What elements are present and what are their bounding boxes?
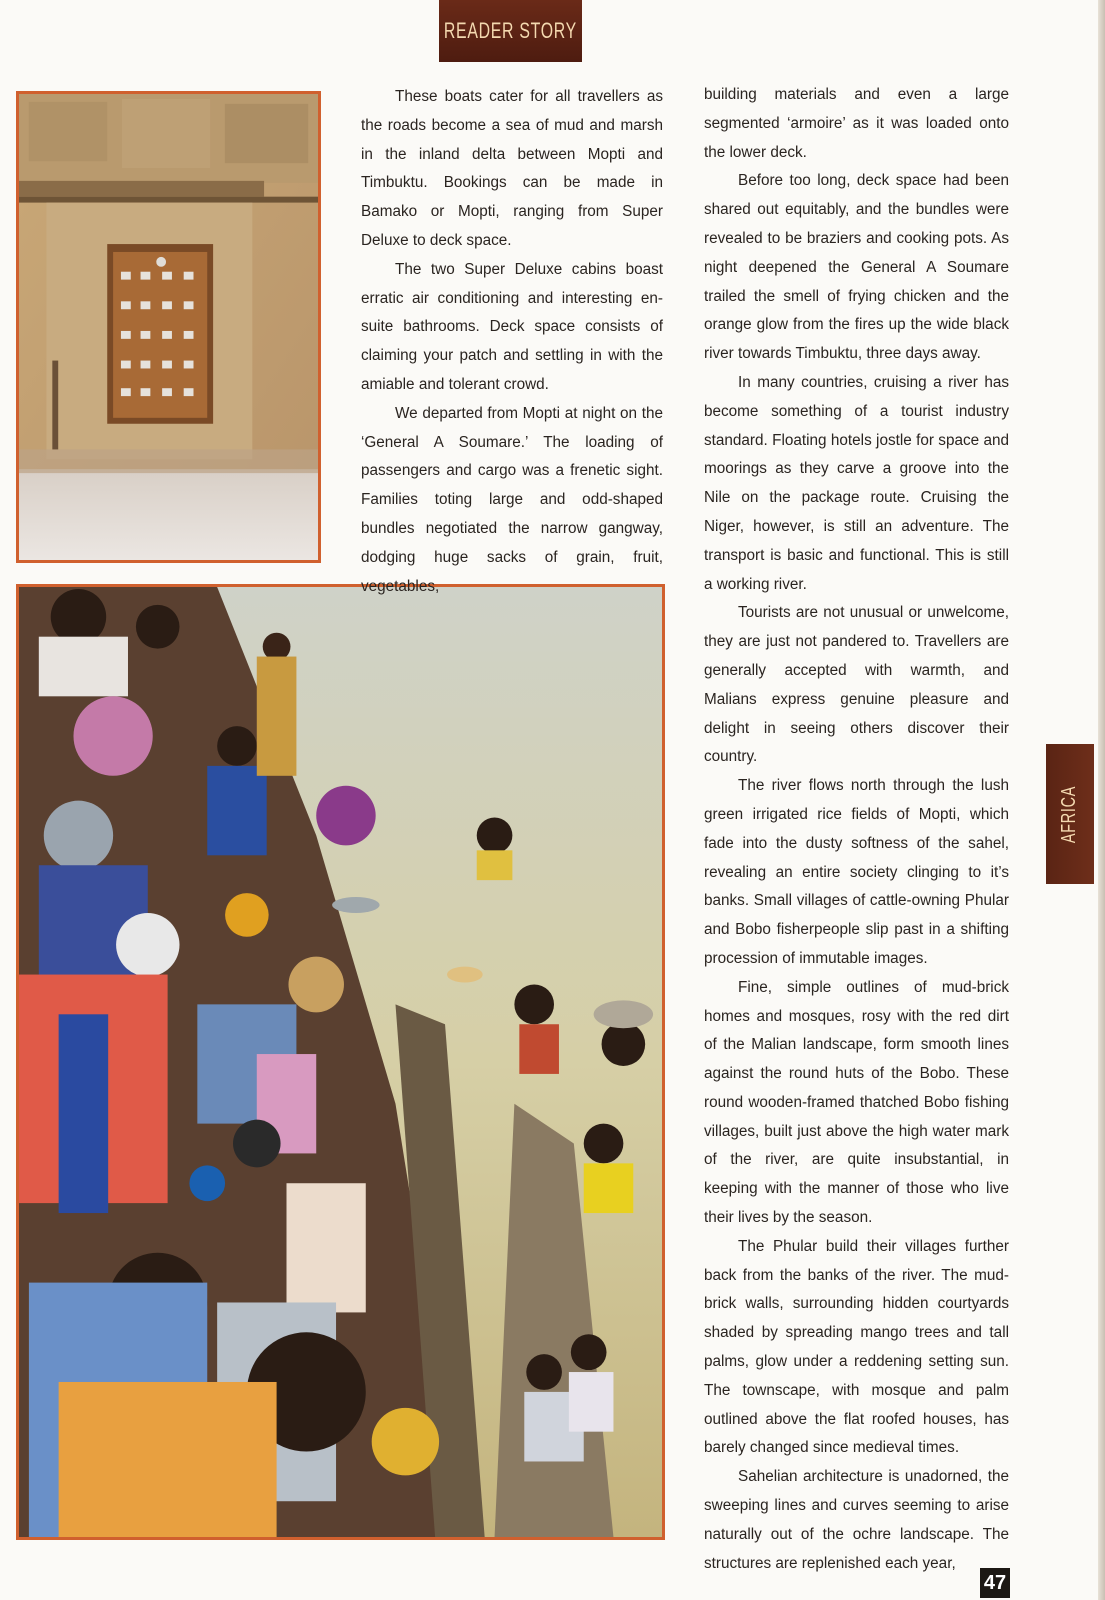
river-crowd-illustration — [19, 587, 662, 1537]
page-edge — [1098, 0, 1105, 1600]
section-label: READER STORY — [443, 18, 578, 43]
door-illustration — [19, 94, 318, 560]
section-side-tab — [1046, 744, 1094, 884]
column-2-paragraph: The river flows north through the lush green irrigated rice fields of Mopti, which fade into the dusty softness of the sahel, revealing an entire society clinging to it’s banks. Small villages of cattle-owning Phular and Bobo fisherpeople slip past in a shifting procession of immutable images. — [704, 777, 1009, 967]
column-1-paragraph: The two Super Deluxe cabins boast erratic air conditioning and interesting en-suite bathrooms. Deck space consists of claiming your patch and settling in with the amiable and tolerant crowd. — [361, 260, 663, 393]
article-column-2 — [704, 81, 1009, 1578]
column-2-continuation: building materials and even a large segmented ‘armoire’ as it was loaded onto the lower deck. — [704, 86, 1009, 161]
column-2-paragraph: Before too long, deck space had been shared out equitably, and the bundles were revealed to be braziers and cooking pots. As night deepened the General A Soumare trailed the smell of frying chicken and the orange glow from the fires up the wide black river towards Timbuktu, three days away. — [704, 172, 1009, 363]
column-2-paragraph: Sahelian architecture is unadorned, the sweeping lines and curves seeming to arise naturally out of the ochre landscape. The structures are replenished each year, — [704, 1468, 1009, 1572]
door-photo — [16, 91, 321, 563]
column-2-paragraph: In many countries, cruising a river has become something of a tourist industry standard. Floating hotels jostle for space and moorings as they carve a groove into the Nile on the package route. Cruising the Niger, however, is still an adventure. The transport is basic and functional. This is still a working river. — [704, 373, 1009, 593]
article-column-1 — [361, 83, 663, 601]
column-1-paragraph: We departed from Mopti at night on the ‘General A Soumare.’ The loading of passengers and cargo was a frenetic sight. Families toting large and odd-shaped bundles negotiated the narrow gangway, dodging huge sacks of grain, fruit, vegetables, — [361, 404, 663, 595]
column-2-paragraph: The Phular build their villages further back from the banks of the river. The mud-brick walls, surrounding hidden courtyards shaded by spreading mango trees and tall palms, glow under a reddening setting sun. The townscape, with mosque and palm outlined above the flat roofed houses, has barely changed since medieval times. — [704, 1237, 1009, 1457]
column-2-paragraph: Fine, simple outlines of mud-brick homes and mosques, rosy with the red dirt of the Malian landscape, form smooth lines against the round huts of the Bobo. These round wooden-framed thatched Bobo fishing villages, built just above the high water mark of the river, are quite insubstantial, in keeping with the manner of those who live their lives by the season. — [704, 978, 1009, 1227]
column-1-paragraph: These boats cater for all travellers as the roads become a sea of mud and marsh in the inland delta between Mopti and Timbuktu. Bookings can be made in Bamako or Mopti, ranging from Super Deluxe to deck space. — [361, 88, 663, 249]
column-2-paragraph: Tourists are not unusual or unwelcome, they are just not pandered to. Travellers are generally accepted with warmth, and Malians express genuine pleasure and delight in seeing others discover their country. — [704, 604, 1009, 766]
page-number: 47 — [980, 1568, 1010, 1598]
river-crowd-photo — [16, 584, 665, 1540]
side-tab-label: AFRICA — [1058, 785, 1081, 843]
section-header-tab — [439, 0, 582, 62]
